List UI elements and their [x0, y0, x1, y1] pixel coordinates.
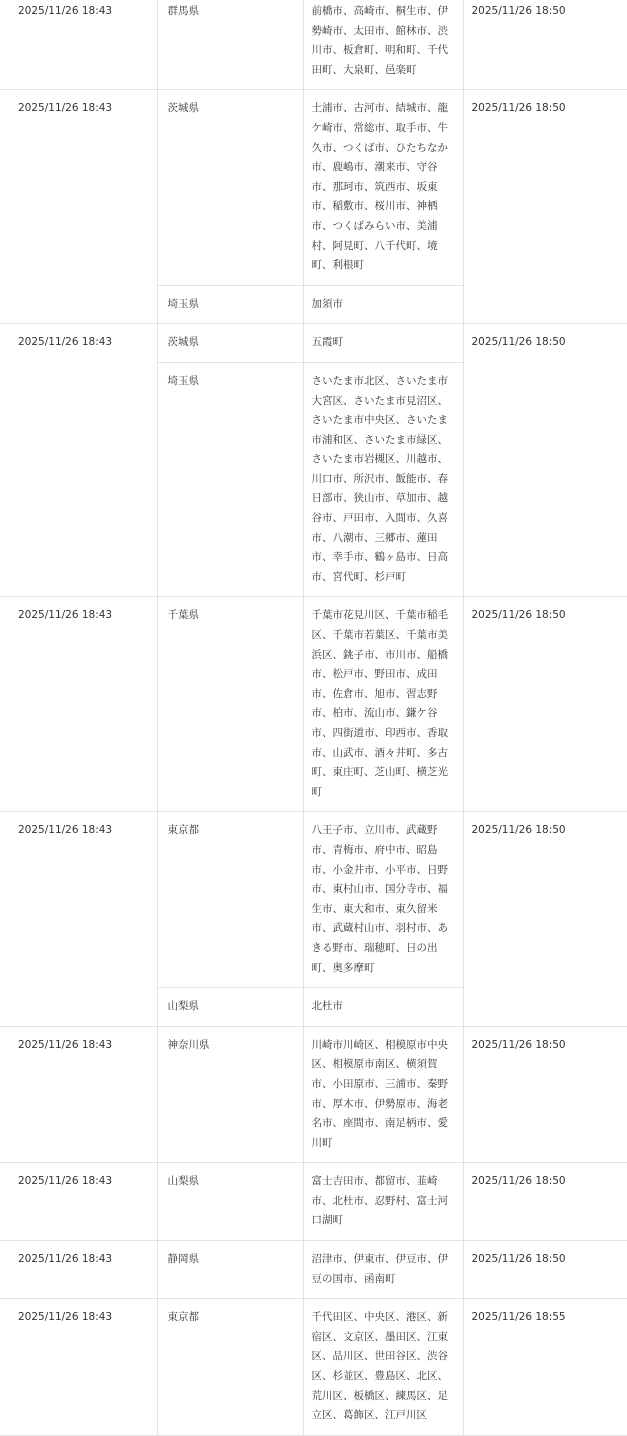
area-list-cell: 北杜市 — [303, 988, 463, 1027]
table-row — [0, 1241, 627, 1299]
prefecture-cell: 東京都 — [157, 1299, 303, 1436]
updated-time: 2025/11/26 18:50 — [463, 324, 627, 597]
issued-time: 2025/11/26 18:43 — [0, 0, 157, 90]
updated-time: 2025/11/26 18:50 — [463, 0, 627, 90]
updated-time: 2025/11/26 18:55 — [463, 1299, 627, 1436]
issued-time: 2025/11/26 18:43 — [0, 1241, 157, 1299]
prefecture-cell: 神奈川県 — [157, 1026, 303, 1163]
table-row — [0, 1163, 627, 1241]
prefecture-cell: 埼玉県 — [157, 285, 303, 324]
table-row — [0, 812, 627, 988]
area-list-cell: 土浦市、古河市、結城市、龍ケ崎市、常総市、取手市、牛久市、つくば市、ひたちなか市、鹿嶋市、潮来市、守谷市、那珂市、筑西市、坂東市、稲敷市、桜川市、神栖市、つくばみらい市、美浦村、阿見町、八千代町、境町、利根町 — [303, 90, 463, 285]
prefecture-cell: 山梨県 — [157, 988, 303, 1027]
issued-time: 2025/11/26 18:43 — [0, 1299, 157, 1436]
area-list-cell: 五霞町 — [303, 324, 463, 363]
updated-time: 2025/11/26 18:50 — [463, 1163, 627, 1241]
prefecture-cell: 東京都 — [157, 812, 303, 988]
area-list-cell: 千代田区、中央区、港区、新宿区、文京区、墨田区、江東区、品川区、世田谷区、渋谷区、杉並区、豊島区、北区、荒川区、板橋区、練馬区、足立区、葛飾区、江戸川区 — [303, 1299, 463, 1436]
issued-time: 2025/11/26 18:43 — [0, 1163, 157, 1241]
prefecture-cell: 茨城県 — [157, 90, 303, 285]
area-list-cell: 前橋市、高崎市、桐生市、伊勢崎市、太田市、館林市、渋川市、板倉町、明和町、千代田町、大泉町、邑楽町 — [303, 0, 463, 90]
area-list-cell: 八王子市、立川市、武蔵野市、青梅市、府中市、昭島市、小金井市、小平市、日野市、東村山市、国分寺市、福生市、東大和市、東久留米市、武蔵村山市、羽村市、あきる野市、瑞穂町、日の出町、奥多摩町 — [303, 812, 463, 988]
prefecture-cell: 静岡県 — [157, 1241, 303, 1299]
prefecture-cell: 群馬県 — [157, 0, 303, 90]
prefecture-cell: 千葉県 — [157, 597, 303, 812]
prefecture-cell: 茨城県 — [157, 324, 303, 363]
issued-time: 2025/11/26 18:43 — [0, 90, 157, 324]
table-row — [0, 0, 627, 90]
area-list-cell: さいたま市北区、さいたま市大宮区、さいたま市見沼区、さいたま市中央区、さいたま市浦和区、さいたま市緑区、さいたま市岩槻区、川越市、川口市、所沢市、飯能市、春日部市、狭山市、草加市、越谷市、戸田市、入間市、久喜市、八潮市、三郷市、蓮田市、幸手市、鶴ヶ島市、日高市、宮代町、杉戸町 — [303, 362, 463, 597]
updated-time: 2025/11/26 18:50 — [463, 1241, 627, 1299]
area-list-cell: 沼津市、伊東市、伊豆市、伊豆の国市、函南町 — [303, 1241, 463, 1299]
updated-time: 2025/11/26 18:50 — [463, 90, 627, 324]
prefecture-cell: 埼玉県 — [157, 362, 303, 597]
area-list-cell: 千葉市花見川区、千葉市稲毛区、千葉市若葉区、千葉市美浜区、銚子市、市川市、船橋市、松戸市、野田市、成田市、佐倉市、旭市、習志野市、柏市、流山市、鎌ケ谷市、四街道市、印西市、香取市、山武市、酒々井町、多古町、東庄町、芝山町、横芝光町 — [303, 597, 463, 812]
area-list-cell: 川崎市川崎区、相模原市中央区、相模原市南区、横須賀市、小田原市、三浦市、秦野市、厚木市、伊勢原市、海老名市、座間市、南足柄市、愛川町 — [303, 1026, 463, 1163]
prefecture-cell: 山梨県 — [157, 1163, 303, 1241]
updated-time: 2025/11/26 18:50 — [463, 1026, 627, 1163]
table-row — [0, 597, 627, 812]
issued-time: 2025/11/26 18:43 — [0, 597, 157, 812]
issued-time: 2025/11/26 18:43 — [0, 1026, 157, 1163]
area-list-cell: 加須市 — [303, 285, 463, 324]
table-row — [0, 1299, 627, 1436]
table-row — [0, 1026, 627, 1163]
updated-time: 2025/11/26 18:50 — [463, 812, 627, 1026]
area-list-cell: 富士吉田市、都留市、韮崎市、北杜市、忍野村、富士河口湖町 — [303, 1163, 463, 1241]
issued-time: 2025/11/26 18:43 — [0, 812, 157, 1026]
table-row — [0, 90, 627, 285]
issued-time: 2025/11/26 18:43 — [0, 324, 157, 597]
table-row — [0, 324, 627, 363]
updated-time: 2025/11/26 18:50 — [463, 597, 627, 812]
